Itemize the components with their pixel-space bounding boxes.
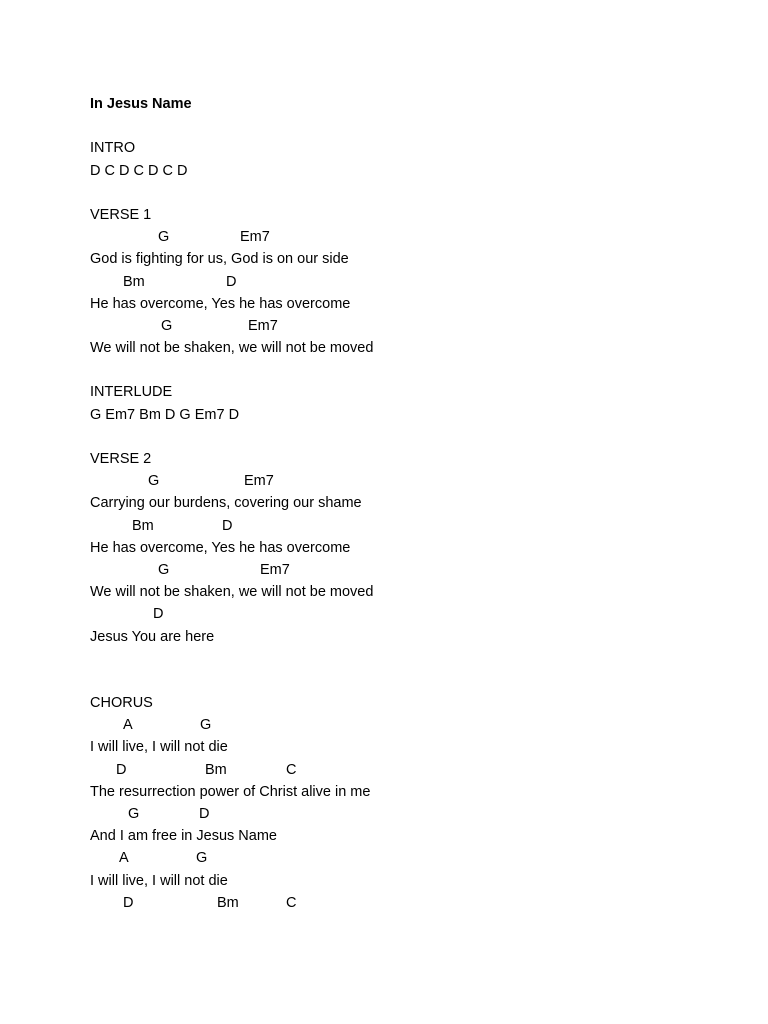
verse1-lyric-2: He has overcome, Yes he has overcome bbox=[90, 295, 351, 312]
blank-line bbox=[90, 648, 730, 670]
blank-line bbox=[90, 426, 730, 448]
chorus-lyric-3: And I am free in Jesus Name bbox=[90, 828, 277, 845]
chord: D bbox=[226, 273, 237, 290]
verse1-lyric-3: We will not be shaken, we will not be moved bbox=[90, 340, 374, 357]
chorus-lyric-1: I will live, I will not die bbox=[90, 739, 228, 756]
chord: D bbox=[116, 761, 127, 778]
chord: G bbox=[128, 806, 140, 822]
chorus-chord-line-2 bbox=[90, 759, 730, 781]
chord: Bm bbox=[132, 517, 154, 534]
chorus-chord-line-4 bbox=[90, 847, 730, 869]
blank-line bbox=[90, 115, 730, 137]
chord: G bbox=[161, 317, 173, 334]
verse2-chord-line-4 bbox=[90, 603, 730, 625]
blank-line bbox=[90, 359, 730, 381]
song-title: In Jesus Name bbox=[90, 96, 192, 112]
chorus-lyric-4: I will live, I will not die bbox=[90, 872, 228, 889]
chord-sheet bbox=[90, 93, 730, 914]
chord: G bbox=[158, 229, 170, 246]
chorus-chord-line-1 bbox=[90, 714, 730, 736]
chord: Em7 bbox=[260, 561, 290, 578]
chord: G bbox=[148, 473, 160, 490]
chord: Bm bbox=[205, 761, 227, 778]
verse2-chord-line-1 bbox=[90, 470, 730, 492]
chord: D bbox=[123, 894, 134, 911]
chord: D bbox=[153, 606, 164, 623]
blank-line bbox=[90, 182, 730, 204]
verse2-chord-line-2 bbox=[90, 515, 730, 537]
chorus-chord-line-3 bbox=[90, 803, 730, 825]
verse1-chord-line-1 bbox=[90, 226, 730, 248]
chord: Em7 bbox=[240, 229, 270, 246]
verse2-lyric-4: Jesus You are here bbox=[90, 628, 215, 645]
verse1-chord-line-3 bbox=[90, 315, 730, 337]
chord: C bbox=[286, 894, 297, 911]
verse2-lyric-2: He has overcome, Yes he has overcome bbox=[90, 539, 351, 556]
verse1-chord-line-2 bbox=[90, 271, 730, 293]
verse2-heading: VERSE 2 bbox=[90, 451, 152, 467]
chord: G bbox=[200, 717, 212, 734]
chord: C bbox=[286, 761, 297, 778]
chord: Em7 bbox=[244, 473, 274, 490]
chord: D bbox=[199, 806, 210, 822]
chord: A bbox=[119, 850, 129, 867]
chord: Bm bbox=[123, 273, 145, 290]
verse1-heading: VERSE 1 bbox=[90, 206, 152, 223]
chord: G bbox=[158, 561, 170, 578]
chorus-lyric-2: The resurrection power of Christ alive in me bbox=[90, 783, 371, 800]
interlude-chords: G Em7 Bm D G Em7 D bbox=[90, 406, 240, 423]
chorus-heading: CHORUS bbox=[90, 695, 153, 712]
chord: Bm bbox=[217, 894, 239, 911]
verse2-lyric-3: We will not be shaken, we will not be moved bbox=[90, 584, 374, 601]
chorus-chord-line-5 bbox=[90, 892, 730, 914]
verse2-lyric-1: Carrying our burdens, covering our shame bbox=[90, 495, 362, 512]
intro-chords: D C D C D C D bbox=[90, 162, 188, 179]
intro-heading: INTRO bbox=[90, 140, 136, 157]
chord: Em7 bbox=[248, 317, 278, 334]
chord: D bbox=[222, 517, 233, 534]
verse1-lyric-1: God is fighting for us, God is on our side bbox=[90, 251, 349, 268]
interlude-heading: INTERLUDE bbox=[90, 384, 173, 401]
verse2-chord-line-3 bbox=[90, 559, 730, 581]
chord: A bbox=[123, 717, 133, 734]
blank-line bbox=[90, 670, 730, 692]
chord: G bbox=[196, 850, 208, 867]
